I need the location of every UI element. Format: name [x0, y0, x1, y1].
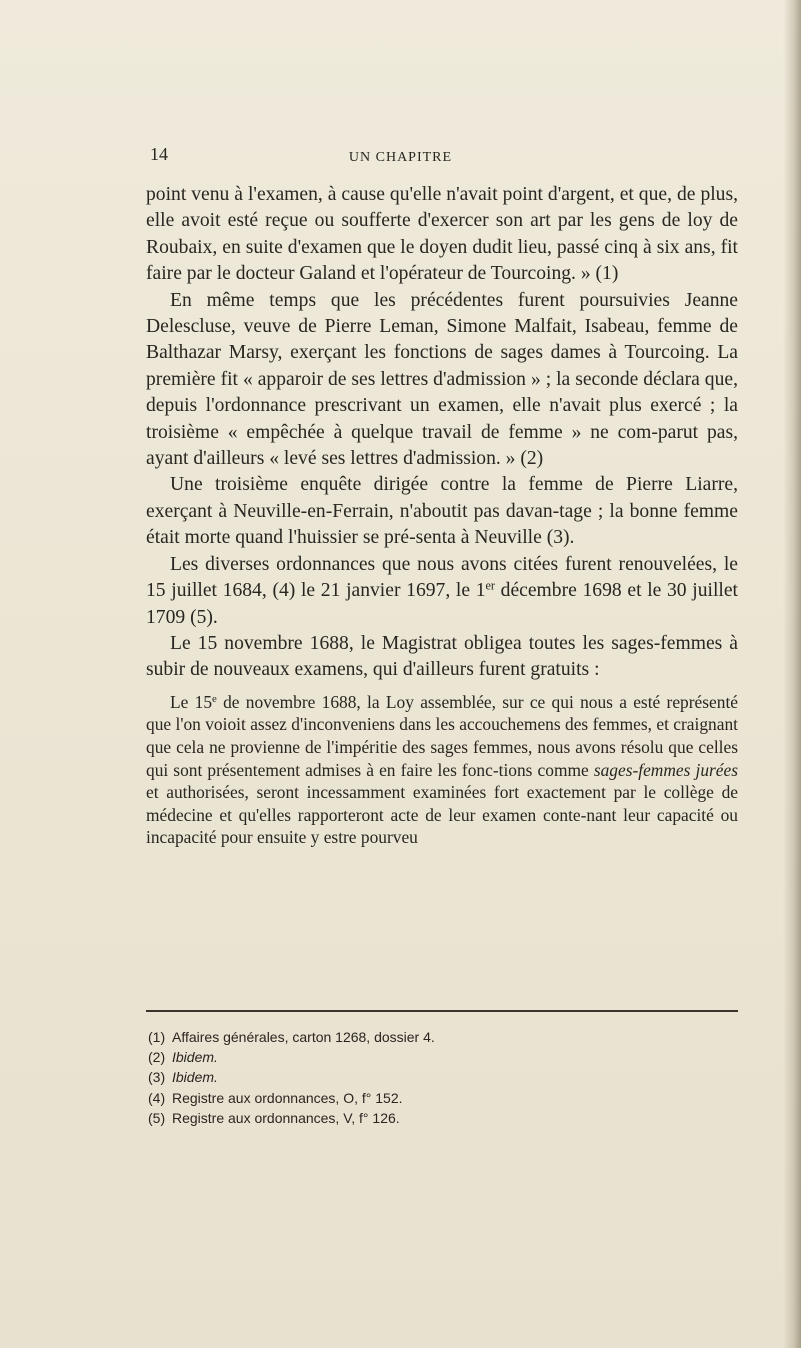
footnote-text: Affaires générales, carton 1268, dossier 4.	[172, 1029, 435, 1045]
body-text	[146, 182, 738, 849]
quoted-ordinance	[146, 691, 738, 849]
running-title: UN CHAPITRE	[348, 150, 453, 165]
paragraph-4-text-b: décembre 1698 et le 30 juillet 1709 (5).	[146, 580, 739, 628]
quote-text-c: et authorisées, seront incessamment examinées fort exactement par le collège de médecine et qu'elles rapporteront acte de leur examen conte-nant leur capacité ou incapacité pour ensuite y estre pourveu	[146, 782, 738, 848]
paragraph-1: point venu à l'examen, à cause qu'elle n'avait point d'argent, et que, de plus, elle avoit esté reçue ou soufferte d'exercer son art par les gens de loy de Roubaix, en suite d'examen que le doyen dudit lieu, passé cinq à six ans, fit faire par le docteur Galand et l'opérateur de Tourcoing. » (1)	[146, 184, 738, 285]
paragraph-5: Le 15 novembre 1688, le Magistrat obligea toutes les sages-femmes à subir de nouveaux examens, qui d'ailleurs furent gratuits :	[146, 632, 738, 681]
footnote-3	[148, 1067, 728, 1087]
quote-superscript: e	[212, 692, 217, 705]
footnote-number: (3)	[148, 1069, 166, 1086]
footnote-number: (2)	[148, 1049, 166, 1066]
page-edge-shadow	[783, 0, 801, 1348]
footnote-1	[148, 1027, 728, 1047]
footnotes	[148, 1027, 728, 1128]
paragraph-3: Une troisième enquête dirigée contre la femme de Pierre Liarre, exerçant à Neuville-en-Ferrain, n'aboutit pas davan-tage ; la bonne femme était morte quand l'huissier se pré-senta à Neuville (3).	[146, 474, 738, 549]
paragraph-4	[146, 552, 738, 631]
running-head	[0, 144, 801, 168]
footnote-text: Registre aux ordonnances, V, f° 126.	[172, 1109, 400, 1126]
footnote-4	[148, 1088, 728, 1108]
footnote-text: Ibidem.	[172, 1049, 218, 1066]
quote-text-a: Le 15	[170, 691, 213, 712]
footnote-number: (4)	[148, 1089, 166, 1106]
footnote-2	[148, 1047, 728, 1067]
page-number: 14	[150, 144, 168, 164]
footnote-5	[148, 1108, 728, 1128]
quote-text-b: de novembre 1688, la Loy assemblée, sur ce qui nous a esté représenté que l'on voioit assez d'inconveniens dans les accouchemens des femmes, et craignant que cela ne provienne de l'impéritie des sages femmes, nous avons résolu que celles qui sont présentement admises à en faire les fonc-tions comme	[146, 691, 738, 780]
ordinal-superscript: er	[485, 578, 495, 593]
footnote-number: (5)	[148, 1109, 166, 1126]
footnote-separator	[146, 1010, 738, 1012]
quote-italic-term: sages-femmes jurées	[593, 759, 738, 780]
paragraph-4-text-a: Les diverses ordonnances que nous avons citées furent renouvelées, le 15 juillet 1684, (4) le 21 janvier 1697, le 1	[146, 553, 738, 602]
footnote-text: Ibidem.	[172, 1069, 218, 1086]
paragraph-2: En même temps que les précédentes furent poursuivies Jeanne Delescluse, veuve de Pierre Leman, Simone Malfait, Isabeau, femme de Balthazar Marsy, exerçant les fonctions de sages dames à Tourcoing. La première fit « apparoir de ses lettres d'admission » ; la seconde déclara que, depuis l'ordonnance prescrivant un examen, elle n'avait plus exercé ; la troisième « empêchée à quelque travail de femme » ne com-parut pas, ayant d'ailleurs « levé ses lettres d'admission. » (2)	[146, 289, 738, 470]
footnote-text: Registre aux ordonnances, O, f° 152.	[172, 1089, 403, 1106]
footnote-number: (1)	[148, 1029, 166, 1045]
